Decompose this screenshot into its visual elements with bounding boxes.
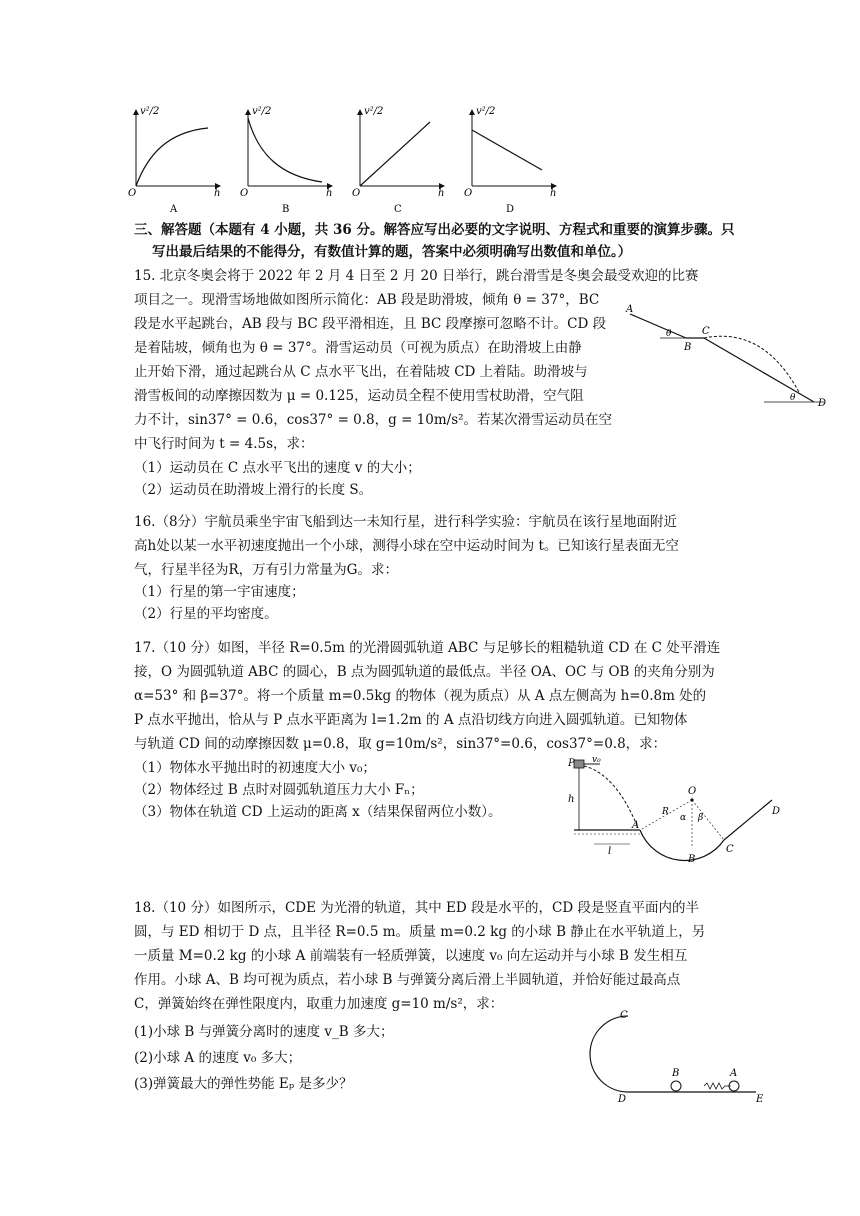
point-a-label: A (626, 304, 634, 315)
q15-line: 止开始下滑，通过起跳台从 C 点水平飞出，在着陆坡 CD 上着陆。助滑坡与 (134, 364, 588, 380)
q17-line: 17.（10 分）如图，半径 R=0.5m 的光滑圆弧轨道 ABC 与足够长的粗糙轨道 CD 在 C 处平滑连 (134, 640, 721, 656)
origin-label: O (352, 188, 361, 199)
point-d-label: D (772, 806, 781, 817)
point-c-label: C (620, 1010, 628, 1021)
graph-b (240, 106, 332, 215)
graph-a (128, 106, 220, 215)
option-c-label: C (394, 204, 402, 215)
q15-sub: （2）运动员在助滑坡上滑行的长度 S。 (134, 482, 373, 498)
beta-label: β (698, 813, 704, 823)
q18-line: 圆，与 ED 相切于 D 点，且半径 R=0.5 m。质量 m=0.2 kg 的小球 B 静止在水平轨道上，另 (134, 924, 706, 940)
section3-heading: 三、解答题（本题有 4 小题，共 36 分。解答应写出必要的文字说明、方程式和重要的演算步骤。只 (134, 222, 735, 238)
answer-graphs (128, 104, 557, 216)
theta-label: θ (666, 329, 672, 339)
q15-line: 段是水平起跳台，AB 段与 BC 段平滑相连，且 BC 段摩擦可忽略不计。CD 段 (134, 316, 607, 332)
point-p-label: P (568, 758, 575, 769)
q18-sub: (2)小球 A 的速度 v₀ 多大； (134, 1050, 302, 1066)
q18-line: C，弹簧始终在弹性限度内，取重力加速度 g=10 m/s²，求： (134, 996, 504, 1012)
q18-line: 作用。小球 A、B 均可视为质点，若小球 B 与弹簧分离后滑上半圆轨道，并恰好能过最高点 (134, 972, 681, 988)
y-axis-label: v²/2 (140, 106, 160, 117)
point-a-label: A (632, 820, 640, 831)
q18-line: 18.（10 分）如图所示，CDE 为光滑的轨道，其中 ED 段是水平的，CD 段是竖直平面内的半 (134, 900, 699, 916)
y-axis-label: v²/2 (364, 106, 384, 117)
q15-line: 中飞行时间为 t = 4.5s，求： (134, 436, 314, 452)
line-d (472, 130, 542, 170)
point-o-label: O (688, 786, 697, 797)
point-c-label: C (702, 326, 710, 337)
point-b-label: B (684, 342, 692, 353)
x-axis-label: h (550, 188, 557, 199)
q16-line: 气，行星半径为R，万有引力常量为G。求： (134, 562, 398, 578)
line-c (360, 122, 430, 186)
graph-c (352, 106, 444, 215)
q15-line: 力不计，sin37° = 0.6，cos37° = 0.8，g = 10m/s²。若某次滑雪运动员在空 (134, 412, 613, 428)
point-e-label: E (756, 1094, 764, 1105)
q15-line: 项目之一。现滑雪场地做如图所示简化：AB 段是助滑坡，倾角 θ = 37°，BC (134, 292, 600, 308)
circular-track-figure (566, 754, 786, 866)
curve-a (136, 128, 208, 186)
q15-line: 滑雪板间的动摩擦因数为 μ = 0.125，运动员全程不使用雪杖助滑，空气阻 (134, 388, 584, 404)
q16-sub: （2）行星的平均密度。 (134, 606, 278, 622)
section3-heading-cont: 写出最后结果的不能得分，有数值计算的题，答案中必须明确写出数值和单位。） (152, 244, 632, 260)
point-b-label: B (688, 854, 696, 865)
h-label: h (568, 794, 575, 805)
q17-line: 接，O 为圆弧轨道 ABC 的圆心，B 点为圆弧轨道的最低点。半径 OA、OC 与 OB 的夹角分别为 (134, 664, 715, 680)
point-d-label: D (818, 398, 827, 409)
q17-line: α=53° 和 β=37°。将一个质量 m=0.5kg 的物体（视为质点）从 A 点左侧高为 h=0.8m 处的 (134, 688, 707, 704)
x-axis-label: h (326, 188, 333, 199)
v0-label: v₀ (592, 755, 601, 765)
ball-a-label: A (730, 1068, 738, 1079)
q17-sub: （1）物体水平抛出时的初速度大小 v₀； (134, 760, 376, 776)
theta-label: θ (790, 393, 796, 403)
alpha-label: α (680, 813, 687, 823)
q15-line: 15. 北京冬奥会将于 2022 年 2 月 4 日至 2 月 20 日举行，跳台滑雪是冬奥会最受欢迎的比赛 (134, 268, 699, 284)
x-axis-label: h (438, 188, 445, 199)
r-label: R (662, 807, 669, 817)
q18-line: 一质量 M=0.2 kg 的小球 A 前端装有一轻质弹簧，以速度 v₀ 向左运动并与小球 B 发生相互 (134, 948, 688, 964)
l-label: l (608, 846, 612, 857)
semicircle-track-figure (576, 1008, 768, 1105)
origin-label: O (464, 188, 473, 199)
origin-label: O (240, 188, 249, 199)
ski-jump-figure (624, 296, 834, 414)
origin-label: O (128, 188, 137, 199)
q16-line: 16.（8分）宇航员乘坐宇宙飞船到达一未知行星，进行科学实验：宇航员在该行星地面附近 (134, 514, 678, 530)
y-axis-label: v²/2 (252, 106, 272, 117)
q16-sub: （1）行星的第一宇宙速度； (134, 584, 305, 600)
curve-b (248, 118, 322, 182)
x-axis-label: h (214, 188, 221, 199)
q18-sub: (3)弹簧最大的弹性势能 Eₚ 是多少？ (134, 1076, 353, 1092)
option-b-label: B (282, 204, 290, 215)
point-c-label: C (726, 844, 734, 855)
q16-line: 高h处以某一水平初速度抛出一个小球，测得小球在空中运动时间为 t。已知该行星表面无空 (134, 538, 679, 554)
graphs-svg (128, 104, 557, 216)
q17-sub: （3）物体在轨道 CD 上运动的距离 x（结果保留两位小数）。 (134, 804, 502, 820)
q15-line: 是着陆坡，倾角也为 θ = 37°。滑雪运动员（可视为质点）在助滑坡上由静 (134, 340, 582, 356)
q17-line: P 点水平抛出，恰从与 P 点水平距离为 l=1.2m 的 A 点沿切线方向进入圆弧轨道。已知物体 (134, 712, 688, 728)
y-axis-label: v²/2 (476, 106, 496, 117)
option-d-label: D (506, 204, 515, 215)
point-d-label: D (618, 1094, 627, 1105)
option-a-label: A (170, 204, 178, 215)
q15-sub: （1）运动员在 C 点水平飞出的速度 v 的大小； (134, 460, 421, 476)
graph-d (464, 106, 556, 215)
q17-line: 与轨道 CD 间的动摩擦因数 μ=0.8，取 g=10m/s²，sin37°=0.6，cos37°=0.8，求： (134, 736, 667, 752)
q18-sub: (1)小球 B 与弹簧分离时的速度 v_B 多大； (134, 1024, 394, 1040)
q17-sub: （2）物体经过 B 点时对圆弧轨道压力大小 Fₙ； (134, 782, 424, 798)
ball-b-label: B (672, 1068, 680, 1079)
